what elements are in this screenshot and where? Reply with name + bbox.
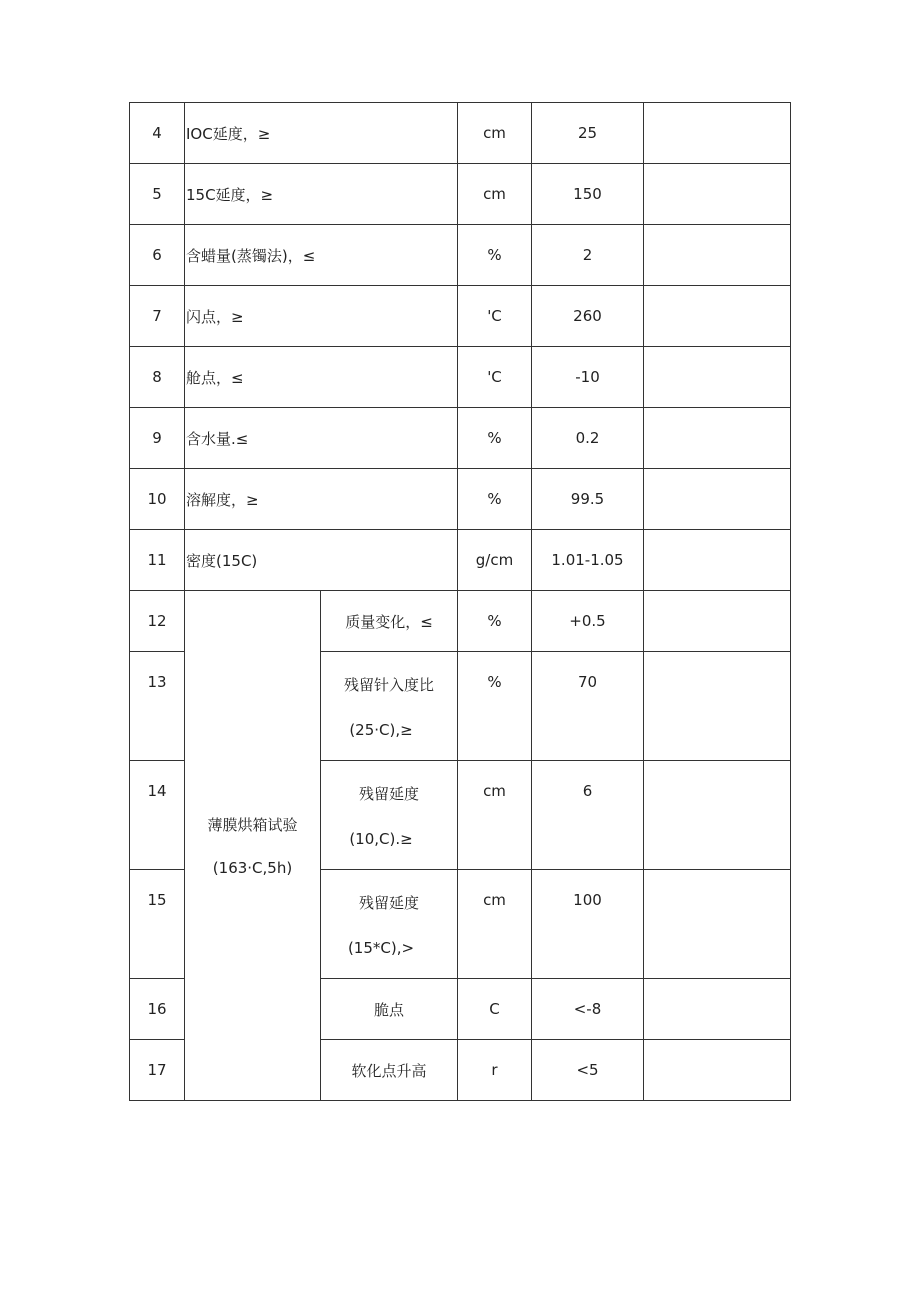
unit-cell: % <box>458 225 532 286</box>
row-number: 12 <box>130 591 185 652</box>
unit-cell: % <box>458 591 532 652</box>
value-cell <box>532 870 644 979</box>
table-row <box>130 530 791 591</box>
table-row <box>130 103 791 164</box>
sub-item-name: 残留延度 <box>358 784 419 803</box>
row-number: 7 <box>130 286 185 347</box>
note-cell <box>644 530 791 591</box>
value-cell: 1.01-1.05 <box>532 530 644 591</box>
item-name: 15C延度，≥ <box>185 164 458 225</box>
item-name: 舱点，≤ <box>185 347 458 408</box>
sub-item-condition: (10,C).≥ <box>349 829 413 848</box>
item-name: 闪点，≥ <box>185 286 458 347</box>
item-name: 含水量.≤ <box>185 408 458 469</box>
value-cell: +0.5 <box>532 591 644 652</box>
row-number: 17 <box>130 1040 185 1101</box>
sub-item-name: 脆点 <box>321 979 458 1040</box>
item-name: IOC延度，≥ <box>185 103 458 164</box>
value-cell: 150 <box>532 164 644 225</box>
unit-cell: % <box>458 408 532 469</box>
note-cell <box>644 591 791 652</box>
item-name: 密度(15C) <box>185 530 458 591</box>
specification-table <box>129 102 791 1101</box>
sub-item-cell <box>321 870 458 979</box>
unit-text: cm <box>483 891 506 909</box>
row-number: 16 <box>130 979 185 1040</box>
sub-item-condition: (25·C),≥ <box>349 720 413 739</box>
unit-cell <box>458 652 532 761</box>
sub-item-condition: (15*C),> <box>347 938 415 957</box>
test-group-name: 薄膜烘箱试验 <box>207 816 298 834</box>
unit-cell: % <box>458 469 532 530</box>
unit-text: % <box>487 673 502 691</box>
note-cell <box>644 225 791 286</box>
sub-item-name: 残留延度 <box>358 893 419 912</box>
note-cell <box>644 103 791 164</box>
note-cell <box>644 652 791 761</box>
unit-cell: g/cm <box>458 530 532 591</box>
unit-cell: C <box>458 979 532 1040</box>
unit-cell <box>458 761 532 870</box>
note-cell <box>644 1040 791 1101</box>
value-text: 70 <box>577 673 598 691</box>
value-cell: 260 <box>532 286 644 347</box>
test-group-cell <box>185 591 321 1101</box>
row-number: 9 <box>130 408 185 469</box>
table-row <box>130 164 791 225</box>
unit-cell: 'C <box>458 347 532 408</box>
note-cell <box>644 469 791 530</box>
value-cell <box>532 761 644 870</box>
unit-cell: r <box>458 1040 532 1101</box>
note-cell <box>644 761 791 870</box>
table-row <box>130 286 791 347</box>
value-cell <box>532 652 644 761</box>
row-number: 8 <box>130 347 185 408</box>
sub-item-name: 软化点升高 <box>321 1040 458 1101</box>
row-number-cell <box>130 652 185 761</box>
value-text: 6 <box>582 782 593 800</box>
value-cell: <-8 <box>532 979 644 1040</box>
row-number: 13 <box>147 673 167 691</box>
table-row <box>130 408 791 469</box>
note-cell <box>644 979 791 1040</box>
unit-cell: cm <box>458 103 532 164</box>
note-cell <box>644 286 791 347</box>
row-number: 15 <box>147 891 167 909</box>
row-number: 10 <box>130 469 185 530</box>
table-row <box>130 225 791 286</box>
value-cell: 99.5 <box>532 469 644 530</box>
row-number: 11 <box>130 530 185 591</box>
note-cell <box>644 164 791 225</box>
table-row <box>130 347 791 408</box>
table-row <box>130 591 791 652</box>
row-number: 6 <box>130 225 185 286</box>
note-cell <box>644 408 791 469</box>
unit-cell <box>458 870 532 979</box>
table-row <box>130 469 791 530</box>
sub-item-name: 质量变化，≤ <box>321 591 458 652</box>
sub-item-cell <box>321 652 458 761</box>
value-cell: 2 <box>532 225 644 286</box>
row-number: 14 <box>147 782 167 800</box>
value-cell: <5 <box>532 1040 644 1101</box>
test-group-condition: (163·C,5h) <box>212 859 293 877</box>
value-text: 100 <box>573 891 602 909</box>
unit-text: cm <box>483 782 506 800</box>
item-name: 含蜡量(蒸镯法)，≤ <box>185 225 458 286</box>
note-cell <box>644 870 791 979</box>
row-number-cell <box>130 761 185 870</box>
unit-cell: cm <box>458 164 532 225</box>
value-cell: -10 <box>532 347 644 408</box>
value-cell: 25 <box>532 103 644 164</box>
row-number: 5 <box>130 164 185 225</box>
value-cell: 0.2 <box>532 408 644 469</box>
note-cell <box>644 347 791 408</box>
row-number-cell <box>130 870 185 979</box>
sub-item-cell <box>321 761 458 870</box>
row-number: 4 <box>130 103 185 164</box>
item-name: 溶解度，≥ <box>185 469 458 530</box>
sub-item-name: 残留针入度比 <box>343 675 434 694</box>
unit-cell: 'C <box>458 286 532 347</box>
